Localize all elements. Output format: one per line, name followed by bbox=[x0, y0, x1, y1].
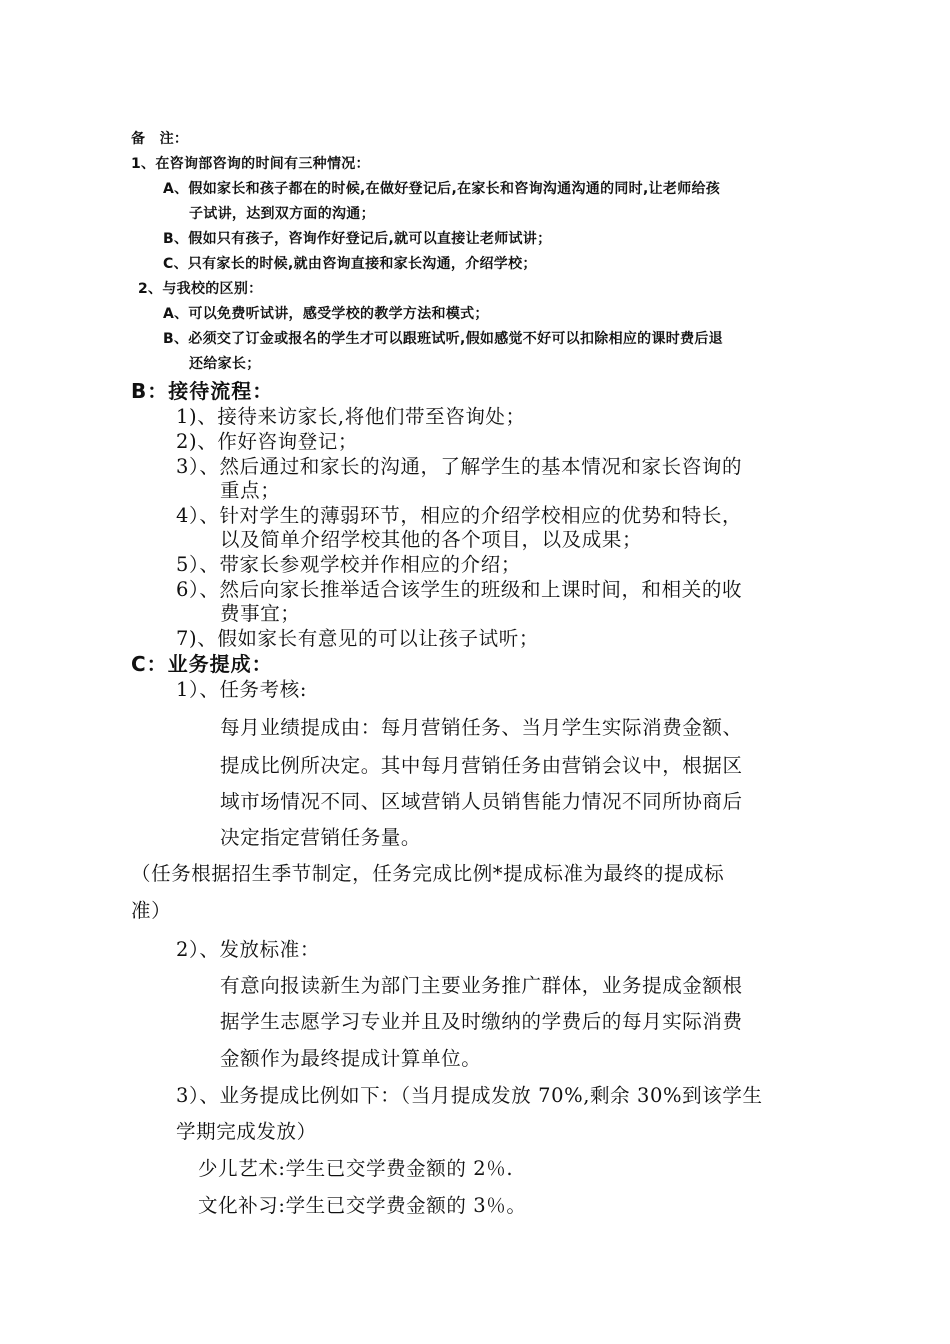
section-c-task-2-para-line3: 金额作为最终提成计算单位。 bbox=[220, 1047, 482, 1070]
section-c-rate-kids-art: 少儿艺术:学生已交学费金额的 2％. bbox=[198, 1157, 514, 1180]
section-b-step-1: 1)、接待来访家长,将他们带至咨询处； bbox=[176, 405, 526, 428]
section-c-task-1-para-line3: 域市场情况不同、区域营销人员销售能力情况不同所协商后 bbox=[220, 790, 743, 813]
remarks-item-2b-line1: B、必须交了订金或报名的学生才可以跟班试听,假如感觉不好可以扣除相应的课时费后退 bbox=[163, 331, 723, 347]
remarks-item-2a: A、可以免费听试讲，感受学校的教学方法和模式； bbox=[163, 306, 489, 322]
section-c-task-1-para-line4: 决定指定营销任务量。 bbox=[220, 826, 422, 849]
remarks-item-1a-line1: A、假如家长和孩子都在的时候,在做好登记后,在家长和咨询沟通沟通的同时,让老师给孩 bbox=[163, 181, 721, 197]
section-b-step-6-line2: 费事宜； bbox=[220, 602, 301, 625]
section-c-task-2-para-line2: 据学生志愿学习专业并且及时缴纳的学费后的每月实际消费 bbox=[220, 1010, 743, 1033]
section-b-step-5: 5）、带家长参观学校并作相应的介绍； bbox=[176, 553, 521, 576]
section-b-step-4-line1: 4）、针对学生的薄弱环节，相应的介绍学校相应的优势和特长， bbox=[176, 504, 743, 527]
section-c-heading: C：业务提成： bbox=[131, 652, 273, 676]
section-c-task-2: 2）、发放标准： bbox=[176, 938, 320, 961]
remarks-item-2b-line2: 还给家长； bbox=[189, 356, 261, 372]
section-c-rate-tutoring: 文化补习:学生已交学费金额的 3％。 bbox=[198, 1194, 527, 1217]
section-c-note-line1: （任务根据招生季节制定，任务完成比例*提成标准为最终的提成标 bbox=[131, 862, 725, 885]
section-b-step-4-line2: 以及简单介绍学校其他的各个项目，以及成果； bbox=[220, 528, 643, 551]
remarks-title: 备 注： bbox=[131, 131, 189, 147]
section-b-step-2: 2)、作好咨询登记； bbox=[176, 430, 359, 453]
section-b-heading: B：接待流程： bbox=[131, 379, 274, 403]
remarks-item-1c: C、只有家长的时候,就由咨询直接和家长沟通，介绍学校； bbox=[163, 256, 537, 272]
remarks-item-2: 2、与我校的区别： bbox=[138, 281, 263, 297]
section-c-task-3-line2: 学期完成发放） bbox=[176, 1120, 317, 1143]
remarks-item-1b: B、假如只有孩子，咨询作好登记后,就可以直接让老师试讲； bbox=[163, 231, 552, 247]
section-b-step-6-line1: 6）、然后向家长推举适合该学生的班级和上课时间，和相关的收 bbox=[176, 578, 743, 601]
section-b-step-3-line2: 重点； bbox=[220, 479, 281, 502]
section-c-note-line2: 准） bbox=[131, 899, 172, 922]
remarks-item-1: 1、在咨询部咨询的时间有三种情况： bbox=[131, 156, 370, 172]
section-c-task-2-para-line1: 有意向报读新生为部门主要业务推广群体，业务提成金额根 bbox=[220, 974, 743, 997]
remarks-item-1a-line2: 子试讲，达到双方面的沟通； bbox=[189, 206, 375, 222]
section-c-task-1-para-line1: 每月业绩提成由：每月营销任务、当月学生实际消费金额、 bbox=[220, 716, 743, 739]
section-b-step-3-line1: 3）、然后通过和家长的沟通，了解学生的基本情况和家长咨询的 bbox=[176, 455, 743, 478]
section-c-task-1: 1）、任务考核: bbox=[176, 678, 308, 701]
section-c-task-3-line1: 3）、业务提成比例如下：（当月提成发放 70%,剩余 30%到该学生 bbox=[176, 1084, 763, 1107]
section-b-step-7: 7)、假如家长有意见的可以让孩子试听； bbox=[176, 627, 539, 650]
section-c-task-1-para-line2: 提成比例所决定。其中每月营销任务由营销会议中，根据区 bbox=[220, 754, 743, 777]
